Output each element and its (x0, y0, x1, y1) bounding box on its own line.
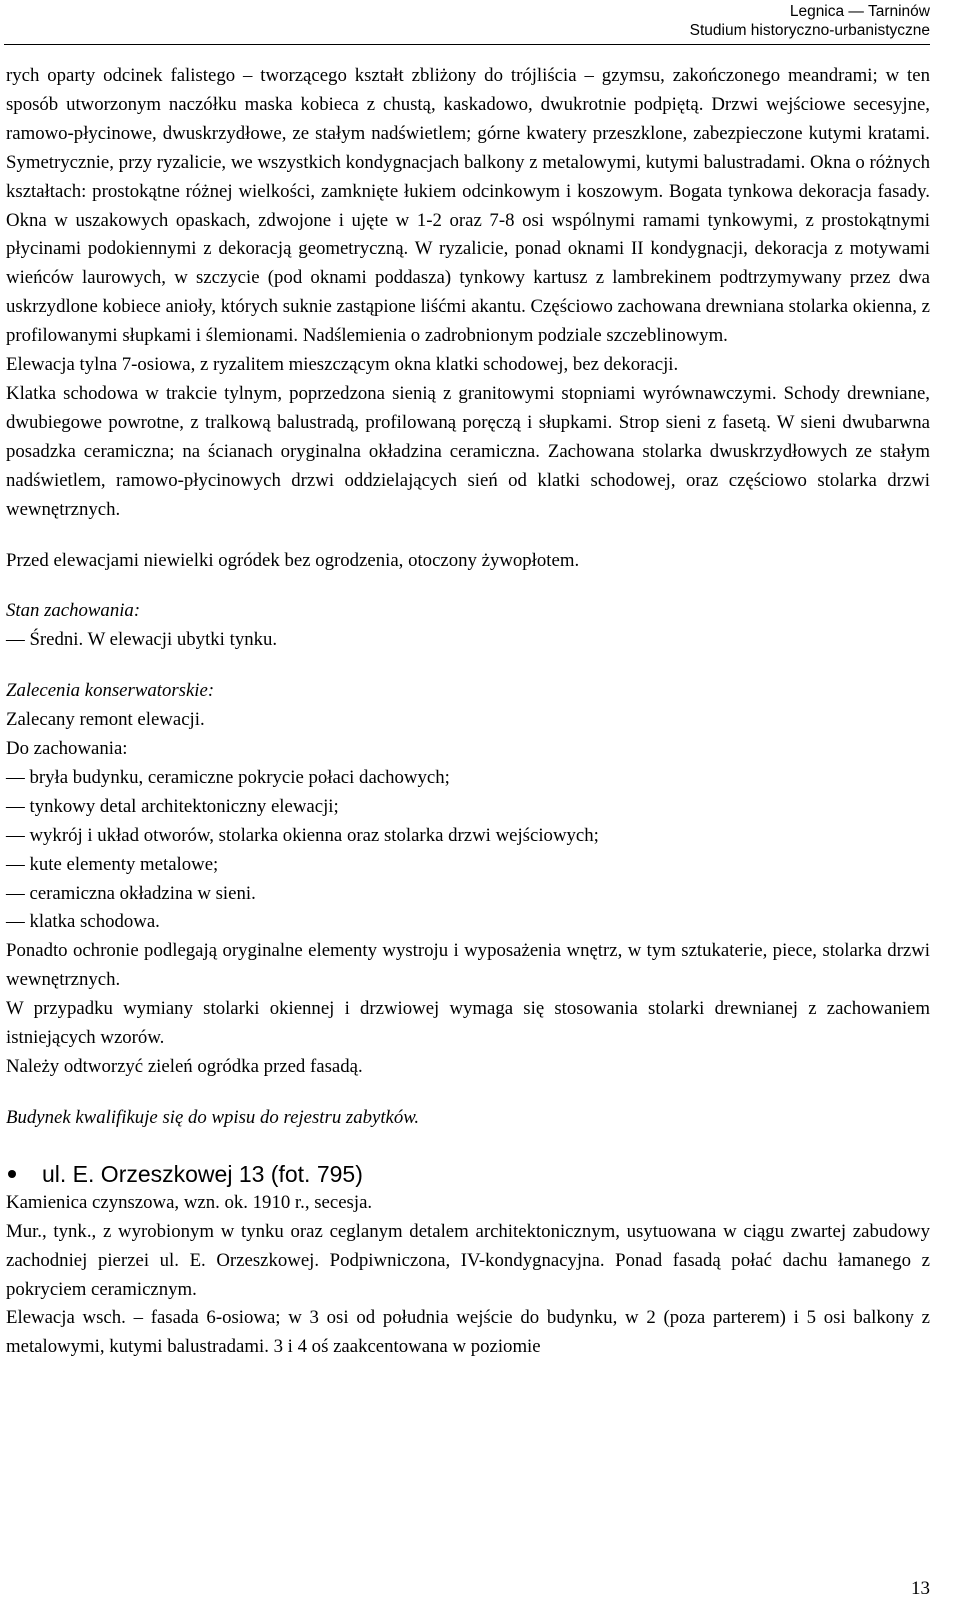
building-summary: Kamienica czynszowa, wzn. ok. 1910 r., secesja. (6, 1191, 373, 1213)
list-item: — ceramiczna okładzina w sieni. (6, 882, 256, 904)
running-header (690, 2, 930, 40)
paragraph-construction: Mur., tynk., z wyrobionym w tynku oraz ceglanym detalem architektonicznym, usytuowana w ciągu zwartej zabudowy zachodniej pierzei ul. E. Orzeszkowej. Podpiwniczona, IV-kondygnacyjna. Ponad fasadą połać dachu łamanego z pokryciem ceramicznym. (6, 1220, 930, 1300)
section-heading-text: ul. E. Orzeszkowej 13 (fot. 795) (42, 1160, 363, 1187)
recommendations-label: Zalecenia konserwatorskie: (6, 680, 215, 702)
qualification-note: Budynek kwalifikuje się do wpisu do rejestru zabytków. (6, 1106, 420, 1128)
header-title: Legnica — Tarninów (789, 3, 930, 20)
list-item: — bryła budynku, ceramiczne pokrycie połaci dachowych; (6, 766, 450, 788)
list-item: — kute elementy metalowe; (6, 853, 219, 875)
paragraph-garden: Przed elewacjami niewielki ogródek bez ogrodzenia, otoczony żywopłotem. (6, 549, 580, 571)
recommendations-line: Do zachowania: (6, 738, 128, 760)
bullet-icon (8, 1170, 16, 1178)
paragraph-facade-description: rych oparty odcinek falistego – tworzącego kształt zbliżony do trójliścia – gzymsu, zakończonego meandrami; w ten sposób utworzonym naczółku maska kobieca z chustą, kaskadowo, dwukrotnie podpiętą. Drzwi wejściowe secesyjne, ramowo-płycinowe, dwuskrzydłowe, ze stałym nadświetlem; górne kwatery przeszklone, zabezpieczone kutymi kratami. Symetrycznie, przy ryzalicie, we wszystkich kondygnacjach balkony z metalowymi, kutymi balustradami. Okna o różnych kształtach: prostokątne różnej wielkości, zamknięte łukiem odcinkowym i koszowym. Bogata tynkowa dekoracja fasady. Okna w uszakowych opaskach, zdwojone i ujęte w 1-2 oraz 7-8 osi wspólnymi ramami tynkowymi, z prostokątnymi płycinami podokiennymi z dekoracją geometryczną. W ryzalicie, ponad oknami II kondygnacji, dekoracja z motywami wieńców laurowych, w szczycie (pod oknami poddasza) tynkowy kartusz z lambrekinem podtrzymywany przez dwa uskrzydlone kobiece anioły, których suknie zastąpione liśćmi akantu. Częściowo zachowana drewniana stolarka okienna, z profilowanymi słupkami i ślemionami. Nadślemienia o zadrobnionym podziale szczeblinowym. (6, 65, 930, 347)
list-item: — wykrój i układ otworów, stolarka okienna oraz stolarka drzwi wejściowych; (6, 824, 599, 846)
paragraph-east-elevation: Elewacja wsch. – fasada 6-osiowa; w 3 osi od południa wejście do budynku, w 2 (poza parterem) i 5 osi balkony z metalowymi, kutymi balustradami. 3 i 4 oś zaakcentowana w poziomie (6, 1307, 930, 1358)
list-item: — tynkowy detal architektoniczny elewacji; (6, 795, 339, 817)
paragraph-rear-elevation: Elewacja tylna 7-osiowa, z ryzalitem mieszczącym okna klatki schodowej, bez dekoracji. (6, 354, 679, 376)
page-number: 13 (911, 1578, 930, 1599)
condition-text: — Średni. W elewacji ubytki tynku. (6, 629, 278, 651)
list-item: — klatka schodowa. (6, 911, 160, 933)
header-subtitle: Studium historyczno-urbanistyczne (689, 22, 930, 39)
paragraph-greenery: Należy odtworzyć zieleń ogródka przed fasadą. (6, 1056, 363, 1077)
paragraph-interior-protection: Ponadto ochronie podlegają oryginalne elementy wystroju i wyposażenia wnętrz, w tym sztukaterie, piece, stolarka drzwi wewnętrznych. (6, 940, 930, 991)
paragraph-woodwork: W przypadku wymiany stolarki okiennej i drzwiowej wymaga się stosowania stolarki drewnianej z zachowaniem istniejących wzorów. (6, 998, 930, 1049)
header-rule (4, 44, 930, 45)
page-content (6, 62, 930, 1362)
condition-label: Stan zachowania: (6, 600, 141, 622)
recommendations-line: Zalecany remont elewacji. (6, 709, 205, 731)
paragraph-staircase: Klatka schodowa w trakcie tylnym, poprzedzona sienią z granitowymi stopniami wyrównawczymi. Schody drewniane, dwubiegowe powrotne, z tralkową balustradą, profilowaną poręczą i słupkami. Strop sieni z fasetą. W sieni dwubarwna posadzka ceramiczna; na ścianach oryginalna okładzina ceramiczna. Zachowana stolarka dwuskrzydłowych ze stałym nadświetlem, ramowo-płycinowych drzwi oddzielających sień od klatki schodowej, oraz częściowo stolarka drzwi wewnętrznych. (6, 382, 930, 520)
section-heading (6, 1159, 930, 1189)
